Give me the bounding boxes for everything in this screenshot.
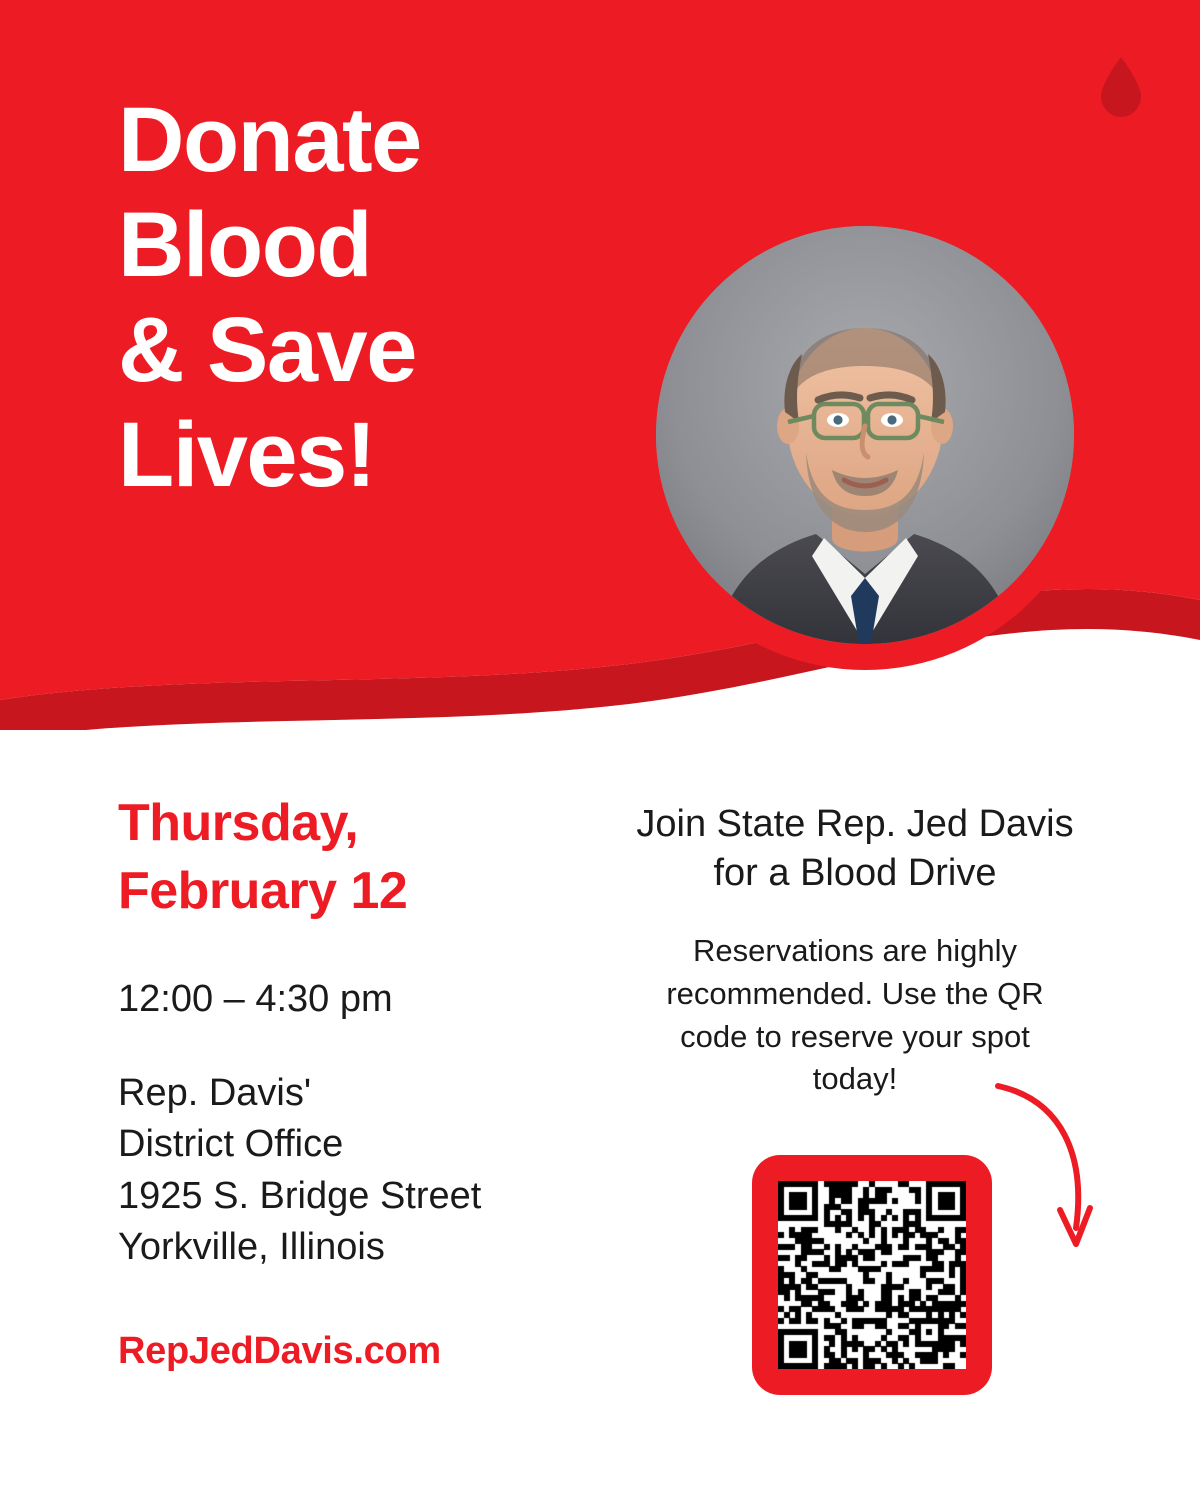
avatar — [656, 226, 1074, 644]
event-time: 12:00 – 4:30 pm — [118, 978, 393, 1020]
headline-line-4: Lives! — [118, 403, 375, 506]
headline-line-3: & Save — [118, 298, 416, 401]
qr-code-canvas — [778, 1181, 966, 1369]
qr-code[interactable] — [778, 1181, 966, 1369]
qr-code-card[interactable] — [752, 1155, 992, 1395]
curved-arrow-icon — [990, 1078, 1100, 1268]
event-date — [118, 790, 558, 925]
blood-drop-icon — [1098, 56, 1144, 118]
join-description: Join State Rep. Jed Davis for a Blood Drive — [636, 803, 1074, 894]
event-date-line-2: February 12 — [118, 861, 408, 920]
venue-line-4: Yorkville, Illinois — [118, 1225, 385, 1268]
event-location — [118, 1068, 578, 1273]
portrait-frame — [630, 200, 1100, 670]
venue-line-1: Rep. Davis' — [118, 1072, 312, 1114]
page-title — [118, 88, 678, 508]
website-link[interactable]: RepJedDavis.com — [118, 1330, 441, 1372]
headline-line-1: Donate — [118, 89, 421, 191]
headline-line-2: Blood — [118, 193, 372, 296]
venue-line-3: 1925 S. Bridge Street — [118, 1174, 482, 1217]
event-date-line-1: Thursday, — [118, 794, 359, 852]
reservation-note: Reservations are highly recommended. Use the QR code to reserve your spot today! — [666, 933, 1044, 1097]
portrait-photo — [656, 226, 1074, 644]
venue-line-2: District Office — [118, 1123, 344, 1166]
